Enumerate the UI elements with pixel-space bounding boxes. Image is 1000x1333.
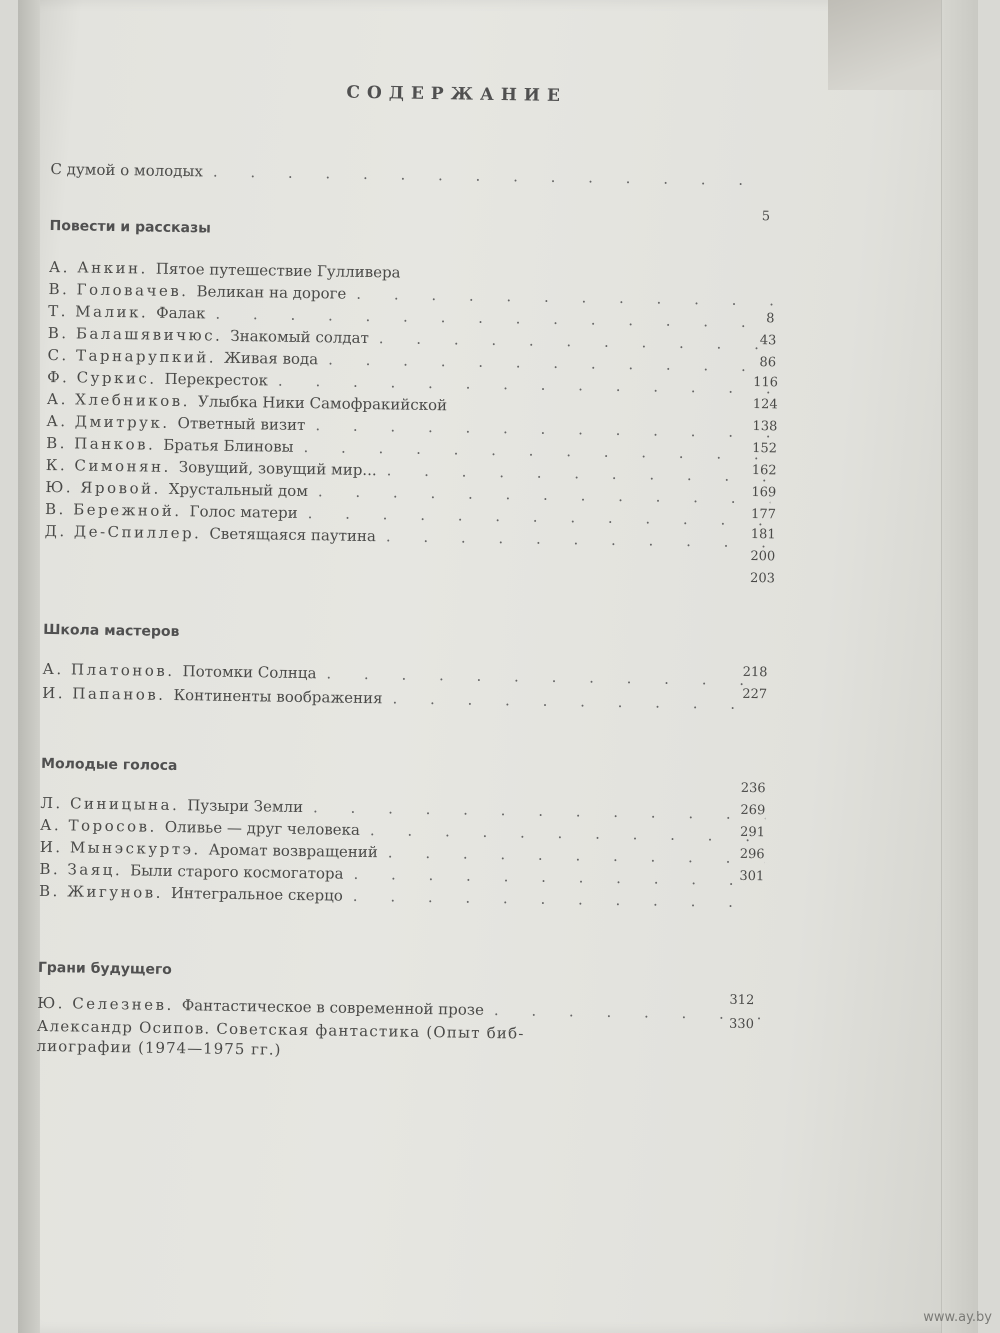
- entry-title: Голос матери: [189, 502, 298, 522]
- page-title: СОДЕРЖАНИЕ: [346, 82, 568, 107]
- entry-author: Ф. Суркис.: [47, 367, 157, 388]
- entry-author: А. Хлебников.: [46, 389, 191, 411]
- page-number: 162: [751, 463, 777, 479]
- entry-author: К. Симонян.: [45, 455, 171, 476]
- entry-author: И. Папанов.: [42, 683, 166, 704]
- entry-title: Зовущий, зовущий мир...: [178, 458, 377, 480]
- page-number: 227: [742, 686, 768, 703]
- entry-author: А. Платонов.: [42, 659, 175, 680]
- page-number: 218: [742, 664, 768, 681]
- bibliography-line: Александр Осипов. Советская фантастика (Опыт биб-: [36, 1016, 525, 1043]
- entry-author: В. Жигунов.: [38, 881, 164, 902]
- page-number: 177: [750, 507, 777, 523]
- entry-author: В. Головачев.: [48, 279, 189, 301]
- entry-title: Фалак: [156, 303, 206, 323]
- cover-edge: [941, 0, 978, 1333]
- page-number: 200: [750, 549, 776, 565]
- watermark: www.ay.by: [923, 1310, 992, 1325]
- entry-title: Аромат возвращений: [208, 840, 379, 862]
- entry-title: Хрустальный дом: [168, 479, 309, 501]
- bibliography-line: лиографии (1974—1975 гг.): [36, 1036, 282, 1059]
- entry-title: Фантастическое в современной прозе: [181, 996, 485, 1019]
- entry-author: В. Заяц.: [39, 859, 123, 880]
- entry-title: Пятое путешествие Гулливера: [155, 259, 401, 282]
- entry-author: Ю. Селезнев.: [37, 993, 174, 1015]
- entry-title: Континенты воображения: [173, 685, 383, 708]
- entry-author: Д. Де-Спиллер.: [44, 521, 202, 543]
- page-number: 116: [753, 375, 779, 391]
- entry-author: А. Торосов.: [39, 815, 157, 836]
- page-number: 152: [752, 441, 778, 457]
- entry-title: Пузыри Земли: [187, 796, 304, 817]
- page-number: 269: [740, 802, 766, 819]
- entry-author: Ю. Яровой.: [45, 477, 162, 498]
- page-gutter: [18, 0, 40, 1333]
- section-title-facets: Грани будущего: [37, 959, 172, 978]
- entry-author: И. Мынэскуртэ.: [39, 837, 201, 859]
- entry-title: Улыбка Ники Самофракийской: [197, 392, 448, 415]
- entry-author: С. Тарнарупкий.: [47, 345, 217, 367]
- page-number: 43: [759, 333, 777, 349]
- page-number: 86: [759, 355, 777, 371]
- intro-title: С думой о молодых: [50, 159, 204, 181]
- entry-title: Интегральное скерцо: [170, 883, 344, 905]
- page-number: 312: [729, 992, 755, 1009]
- entry-title: Светящаяся паутина: [209, 524, 377, 546]
- entry-title: Живая вода: [223, 348, 319, 369]
- page-number: 236: [740, 780, 766, 797]
- page-number: 291: [739, 824, 766, 841]
- section-title-masters: Школа мастеров: [43, 621, 180, 641]
- entry-title: Ответный визит: [177, 414, 306, 435]
- section-title-stories: Повести и рассказы: [49, 217, 211, 237]
- entry-author: А. Анкин.: [48, 257, 148, 278]
- intro-page: 5: [761, 209, 771, 225]
- page-number: 301: [739, 868, 765, 885]
- entry-author: Л. Синицына.: [40, 793, 180, 815]
- entry-author: Т. Малик.: [48, 301, 149, 322]
- entry-title: Оливье — друг человека: [164, 817, 361, 839]
- page-number: 169: [751, 485, 777, 501]
- entry-author: В. Балашявичюс.: [47, 323, 223, 345]
- page-number: 124: [752, 397, 778, 413]
- entry-title: Были старого космогатора: [130, 861, 344, 883]
- section-title-young-voices: Молодые голоса: [40, 755, 178, 775]
- entry-author: А. Дмитрук.: [46, 411, 170, 432]
- entry-title: Знакомый солдат: [230, 326, 369, 348]
- entry-author: В. Панков.: [45, 433, 156, 454]
- page-number: 181: [750, 527, 776, 543]
- entry-title: Перекресток: [164, 369, 269, 390]
- entry-title: Братья Блиновы: [163, 435, 294, 456]
- page-number: 8: [766, 311, 775, 327]
- entry-title: Потомки Солнца: [182, 662, 317, 683]
- page-number: 203: [749, 571, 776, 587]
- entry-title: Великан на дороге: [196, 282, 347, 303]
- page-number: 138: [752, 419, 778, 435]
- page-number: 296: [739, 846, 765, 863]
- page-number: 330: [728, 1016, 755, 1033]
- entry-author: В. Бережной.: [44, 499, 182, 521]
